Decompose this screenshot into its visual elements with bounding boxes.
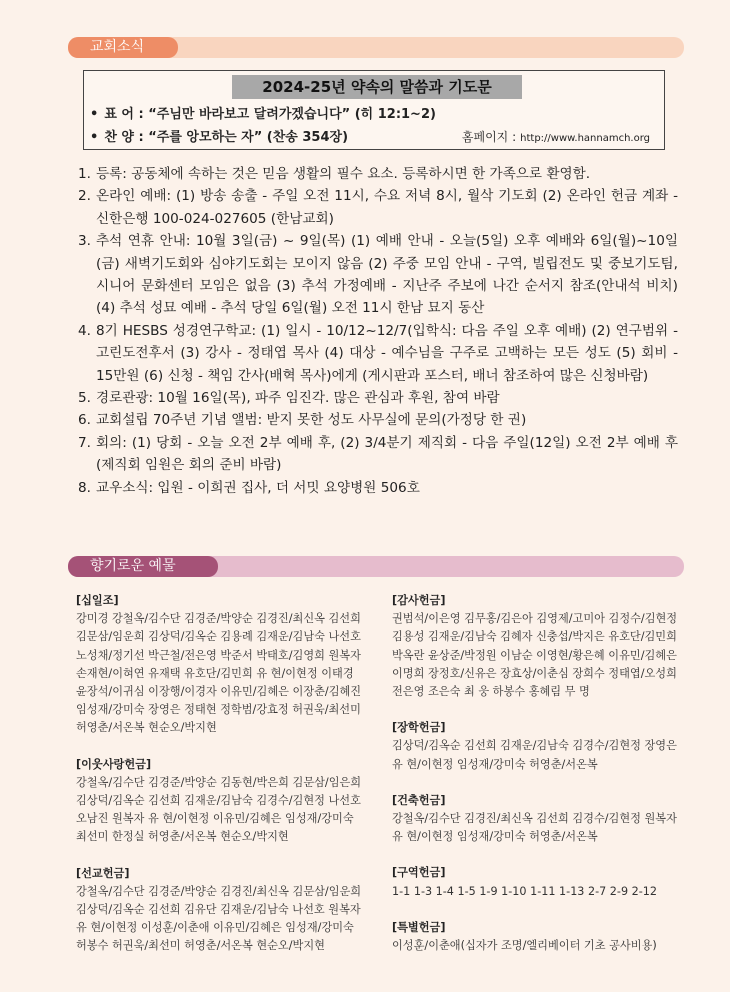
homepage [462,128,650,145]
notice-number: 2. [78,188,91,205]
offering-names-line: 허영춘/서온복 현순오/박지현 [76,721,217,735]
offering-names-line: 강철옥/김수단 김경준/박양순 김경진/최신옥 김문삼/임운희 [76,884,362,898]
notice-text: 회의: (1) 당회 - 오늘 오전 2부 예배 후, (2) 3/4분기 제직회 - 다음 주일(12일) 오전 2부 예배 후(제직회 임원은 회의 준비 바람) [96,434,678,474]
verse-box [83,70,665,150]
offering-names-line: 유 현/이현정 임성재/강미숙 허영춘/서온복 [392,757,598,771]
offering-names-line: 전은영 조은숙 최 웅 하봉수 홍혜림 무 명 [392,685,590,699]
offering-group [76,865,381,956]
offering-group-title: [건축헌금] [392,793,446,807]
notice-text: 경로관광: 10월 16일(목), 파주 임진각. 많은 관심과 후원, 참여 바람 [96,390,500,407]
offering-group [76,756,381,847]
notice-item [78,163,678,185]
offering-group-title: [이웃사랑헌금] [76,757,152,771]
news-section-label: 교회소식 [68,37,178,58]
notice-item [78,185,678,230]
notice-number: 8. [78,479,91,496]
offering-names-line: 권범석/이은영 김무홍/김은아 김영제/고미아 김정수/김현정 [392,612,678,626]
hymn-row [90,126,348,145]
offering-names-line: 박옥란 윤상준/박정원 이남순 이영현/황은혜 이유민/김혜은 [392,648,677,662]
offering-group [392,919,702,955]
news-section-bar [68,37,684,58]
bullet-icon: • [90,130,99,145]
notice-text: 8기 HESBS 성경연구학교: (1) 일시 - 10/12~12/7(입학식: 다음 주일 오후 예배) (2) 연구범위 - 고린도전후서 (3) 강사 - 정태엽 목사 (4) 대상 - 예수님을 구주로 고백하는 모든 성도 (5) 회비 - 15만원 (6) 신청 - 책임 간사(배혁 목사)에게 (게시판과 포스터, 배너 참조하여 많은 신청바람) [96,322,678,384]
notice-text: 교우소식: 입원 - 이희권 집사, 더 서밋 요양병원 506호 [96,479,420,496]
notice-item [78,477,678,499]
offering-names-line: 강철옥/김수단 김경진/최신옥 김선희 김경수/김현정 원복자 [392,812,677,826]
notice-number: 6. [78,412,91,429]
offering-group-title: [감사헌금] [392,594,446,607]
offering-names-line: 임성재/강미숙 장영은 정태현 정학범/강효정 허권욱/최선미 [76,703,361,717]
notice-item [78,409,678,431]
notice-item [78,230,678,320]
offering-names-line: 유 현/이현정 이성훈/이춘애 이유민/김혜은 임성재/강미숙 [76,921,354,935]
offering-group [76,592,381,738]
offering-names-line: 윤장석/이귀심 이장행/이경자 이유민/김혜은 이장춘/김혜진 [76,685,362,699]
homepage-url[interactable]: http://www.hannamch.org [520,133,650,144]
offering-names-line: 이명희 장정호/신유은 장효상/이춘심 장희수 정태엽/오성희 [392,666,677,680]
offering-group-title: [장학헌금] [392,721,446,735]
notice-text: 온라인 예배: (1) 방송 송출 - 주일 오전 11시, 수요 저녁 8시, 월삭 기도회 (2) 온라인 헌금 계좌 - 신한은행 100-024-027605 (한남교회) [96,188,678,227]
notice-text: 추석 연휴 안내: 10월 3일(금) ~ 9일(목) (1) 예배 안내 - 오늘(5일) 오후 예배와 6일(월)~10일(금) 새벽기도회와 심야기도회는 모이지 않음 (2) 주중 모임 안내 - 구역, 빌립전도 및 중보기도팀, 시니어 문화센터 모임은 없음 (3) 추석 가정예배 - 지난주 주보에 나간 순서지 참조(안내석 비치) (4) 추석 성묘 예배 - 추석 당일 6일(월) 오전 11시 한남 묘지 동산 [96,233,678,317]
motto-label: 표 어 : [104,107,144,122]
offering-names-line: 김상덕/김옥순 김선희 김유단 김재운/김남숙 나선호 원복자 [76,903,361,917]
offering-group-title: [십일조] [76,594,119,607]
bullet-icon: • [90,107,99,122]
offering-names-line: 이성훈/이춘애(십자가 조명/엘리베이터 기초 공사비용) [392,939,657,953]
offering-names-line: 김상덕/김옥순 김선희 김재운/김남숙 김경수/김현정 장영은 [392,739,677,753]
offering-section-bar [68,556,684,577]
offering-group-title: [구역헌금] [392,866,446,880]
notice-list [78,163,678,499]
hymn-label: 찬 양 : [104,130,144,145]
offering-names-line: 김용성 김재운/김남숙 김혜자 신충섭/박지은 유호단/김민희 [392,630,677,644]
offering-group [392,592,702,701]
offering-section-label: 향기로운 예물 [68,556,218,577]
notice-number: 3. [78,233,91,250]
notice-text: 교회설립 70주년 기념 앨범: 받지 못한 성도 사무실에 문의(가정당 한 권) [96,412,527,429]
offering-column-right [392,592,702,973]
offering-column-left [76,592,381,974]
notice-text: 등록: 공동체에 속하는 것은 믿음 생활의 필수 요소. 등록하시면 한 가족으로 환영함. [96,166,591,182]
homepage-label: 홈페이지 : [461,130,517,144]
offering-group-title: [특별헌금] [392,920,446,934]
notice-number: 7. [78,434,91,451]
offering-group [392,864,702,900]
offering-names-line: 노성채/정기선 박근철/전은영 박준서 박태호/김영희 원복자 [76,648,361,662]
notice-item [78,320,678,387]
offering-names-line: 강미경 강철옥/김수단 김경준/박양순 김경진/최신옥 김선희 [76,612,361,626]
notice-number: 5. [78,390,91,407]
motto-row [90,103,436,122]
notice-item [78,387,678,409]
offering-names-line: 최선미 한정실 허영춘/서온복 현순오/박지현 [76,830,289,844]
notice-item [78,432,678,477]
hymn-text: “주를 앙모하는 자” (찬송 354장) [148,130,349,145]
offering-names-line: 오남진 원복자 유 현/이현정 이유민/김혜은 임성재/강미숙 [76,812,354,826]
notice-number: 4. [78,322,91,339]
offering-group [392,792,702,847]
offering-names-line: 김문삼/임운희 김상덕/김옥순 김용례 김재운/김남숙 나선호 [76,630,361,644]
offering-names-line: 강철옥/김수단 김경준/박양순 김동현/박은희 김문삼/임은희 [76,775,362,789]
offering-group-title: [선교헌금] [76,866,130,880]
offering-names-line: 유 현/이현정 임성재/강미숙 허영춘/서온복 [392,830,598,844]
offering-names-line: 손재현/이혀연 유재택 유호단/김민희 유 현/이현정 이태경 [76,666,354,680]
motto-text: “주님만 바라보고 달려가겠습니다” (히 12:1~2) [148,107,436,122]
offering-names-line: 1-1 1-3 1-4 1-5 1-9 1-10 1-11 1-13 2-7 2-9 2-12 [392,884,658,898]
offering-names-line: 허봉수 허권욱/최선미 허영춘/서온복 현순오/박지현 [76,939,325,953]
offering-names-line: 김상덕/김옥순 김선희 김재운/김남숙 김경수/김현정 나선호 [76,794,361,808]
offering-group [392,719,702,774]
notice-number: 1. [78,166,91,182]
verse-title: 2024-25년 약속의 말씀과 기도문 [232,75,522,99]
